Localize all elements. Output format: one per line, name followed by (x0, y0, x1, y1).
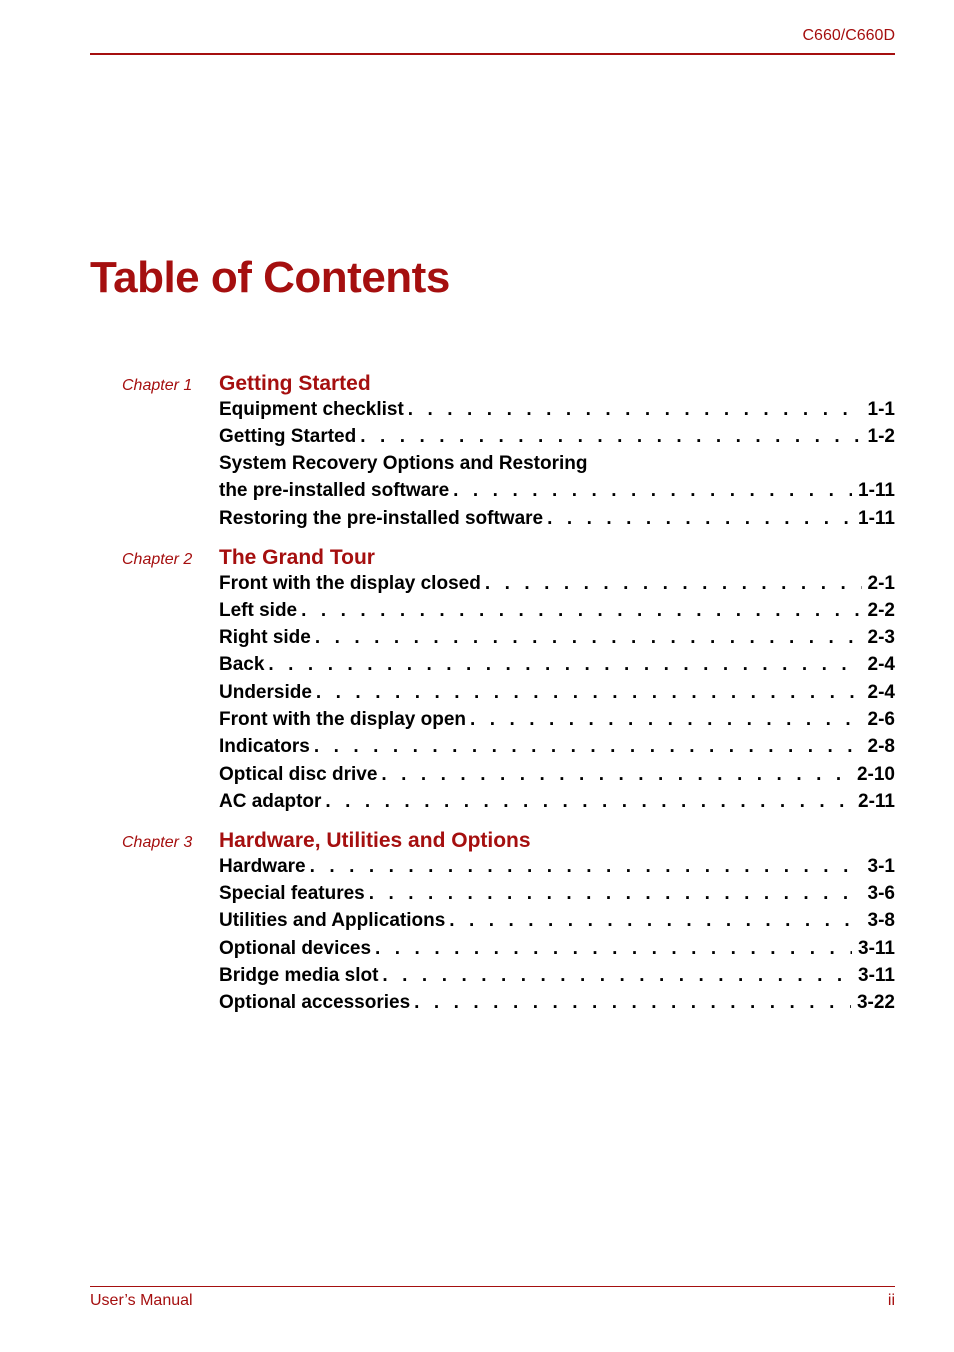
toc-entry[interactable] (219, 992, 895, 1016)
toc-entry-page: 2-4 (867, 682, 895, 703)
dot-leader (470, 709, 862, 731)
toc-entry-label: Getting Started (219, 426, 357, 447)
dot-leader (414, 992, 851, 1014)
toc-entry[interactable] (219, 910, 895, 934)
toc-entry-label: Hardware (219, 856, 306, 877)
toc-entry[interactable] (219, 764, 895, 788)
toc-entry-page: 3-11 (858, 965, 895, 986)
chapter-label: Chapter 1 (122, 377, 193, 394)
toc-entry-label: Indicators (219, 736, 310, 757)
dot-leader (453, 480, 852, 502)
toc-entry-page: 2-6 (867, 709, 895, 730)
toc-entry[interactable] (219, 654, 895, 678)
footer-page-number: ii (887, 1292, 895, 1309)
header-model: C660/C660D (802, 27, 895, 44)
toc-entry[interactable] (219, 682, 895, 706)
toc-entry-page: 2-11 (858, 791, 895, 812)
dot-leader (314, 736, 862, 758)
chapter-title[interactable]: The Grand Tour (219, 546, 375, 569)
dot-leader (268, 654, 861, 676)
toc-entry-label: Special features (219, 883, 365, 904)
toc-entry-page: 3-11 (858, 938, 895, 959)
page-title: Table of Contents (90, 253, 450, 302)
toc-entry[interactable] (219, 508, 895, 532)
toc-entry-page: 2-3 (867, 627, 895, 648)
toc-entry[interactable] (219, 856, 895, 880)
toc-entry-label: AC adaptor (219, 791, 322, 812)
chapter-label: Chapter 2 (122, 551, 193, 568)
toc-entry[interactable] (219, 791, 895, 815)
chapter-title[interactable]: Hardware, Utilities and Options (219, 829, 531, 852)
dot-leader (315, 627, 862, 649)
toc-entry-label: Restoring the pre-installed software (219, 508, 544, 529)
dot-leader (408, 399, 862, 421)
toc-entry-label: Front with the display closed (219, 573, 481, 594)
toc-entry-page: 2-8 (867, 736, 895, 757)
toc-entry-page: 3-1 (867, 856, 895, 877)
footer-rule (90, 1286, 895, 1287)
toc-entry-label: Back (219, 654, 265, 675)
dot-leader (325, 791, 852, 813)
chapter-label: Chapter 3 (122, 834, 193, 851)
toc-entry-page: 2-1 (867, 573, 895, 594)
toc-entry[interactable] (219, 965, 895, 989)
toc-entry[interactable] (219, 426, 895, 450)
toc-entry-label: Front with the display open (219, 709, 466, 730)
toc-entry[interactable] (219, 573, 895, 597)
toc-entry[interactable] (219, 600, 895, 624)
toc-entry-label: Bridge media slot (219, 965, 379, 986)
toc-entry-page: 2-2 (867, 600, 895, 621)
chapter-title[interactable]: Getting Started (219, 372, 371, 395)
toc-entry-page: 1-2 (867, 426, 895, 447)
dot-leader (360, 426, 861, 448)
toc-entry-page: 2-4 (867, 654, 895, 675)
dot-leader (310, 856, 862, 878)
toc-entry-label: Underside (219, 682, 312, 703)
toc-entry-label: Right side (219, 627, 311, 648)
toc-entry-label: Utilities and Applications (219, 910, 446, 931)
toc-entry-page: 1-1 (867, 399, 895, 420)
dot-leader (301, 600, 861, 622)
dot-leader (375, 938, 852, 960)
dot-leader (316, 682, 862, 704)
toc-entry-label: Left side (219, 600, 298, 621)
dot-leader (381, 764, 851, 786)
toc-entry-label: Optical disc drive (219, 764, 378, 785)
toc-entry-label: Equipment checklist (219, 399, 404, 420)
toc-entry[interactable] (219, 709, 895, 733)
toc-entry-label: Optional devices (219, 938, 372, 959)
toc-entry[interactable] (219, 736, 895, 760)
toc-entry[interactable] (219, 453, 895, 477)
toc-entry-page: 1-11 (858, 480, 895, 501)
toc-entry[interactable] (219, 938, 895, 962)
dot-leader (369, 883, 862, 905)
toc-entry[interactable] (219, 480, 895, 504)
toc-entry[interactable] (219, 627, 895, 651)
header-rule (90, 53, 895, 55)
toc-entry-page: 2-10 (856, 764, 895, 785)
toc-entry[interactable] (219, 399, 895, 423)
toc-entry-label: Optional accessories (219, 992, 411, 1013)
toc-entry-page: 3-22 (856, 992, 895, 1013)
footer-manual-name: User’s Manual (90, 1292, 193, 1309)
toc-entry-page: 1-11 (858, 508, 895, 529)
dot-leader (382, 965, 852, 987)
dot-leader (485, 573, 862, 595)
toc-entry[interactable] (219, 883, 895, 907)
dot-leader (449, 910, 861, 932)
toc-entry-label: the pre-installed software (219, 480, 450, 501)
toc-entry-page: 3-8 (867, 910, 895, 931)
toc-entry-page: 3-6 (867, 883, 895, 904)
dot-leader (547, 508, 852, 530)
toc-entry-label: System Recovery Options and Restoring (219, 453, 588, 474)
